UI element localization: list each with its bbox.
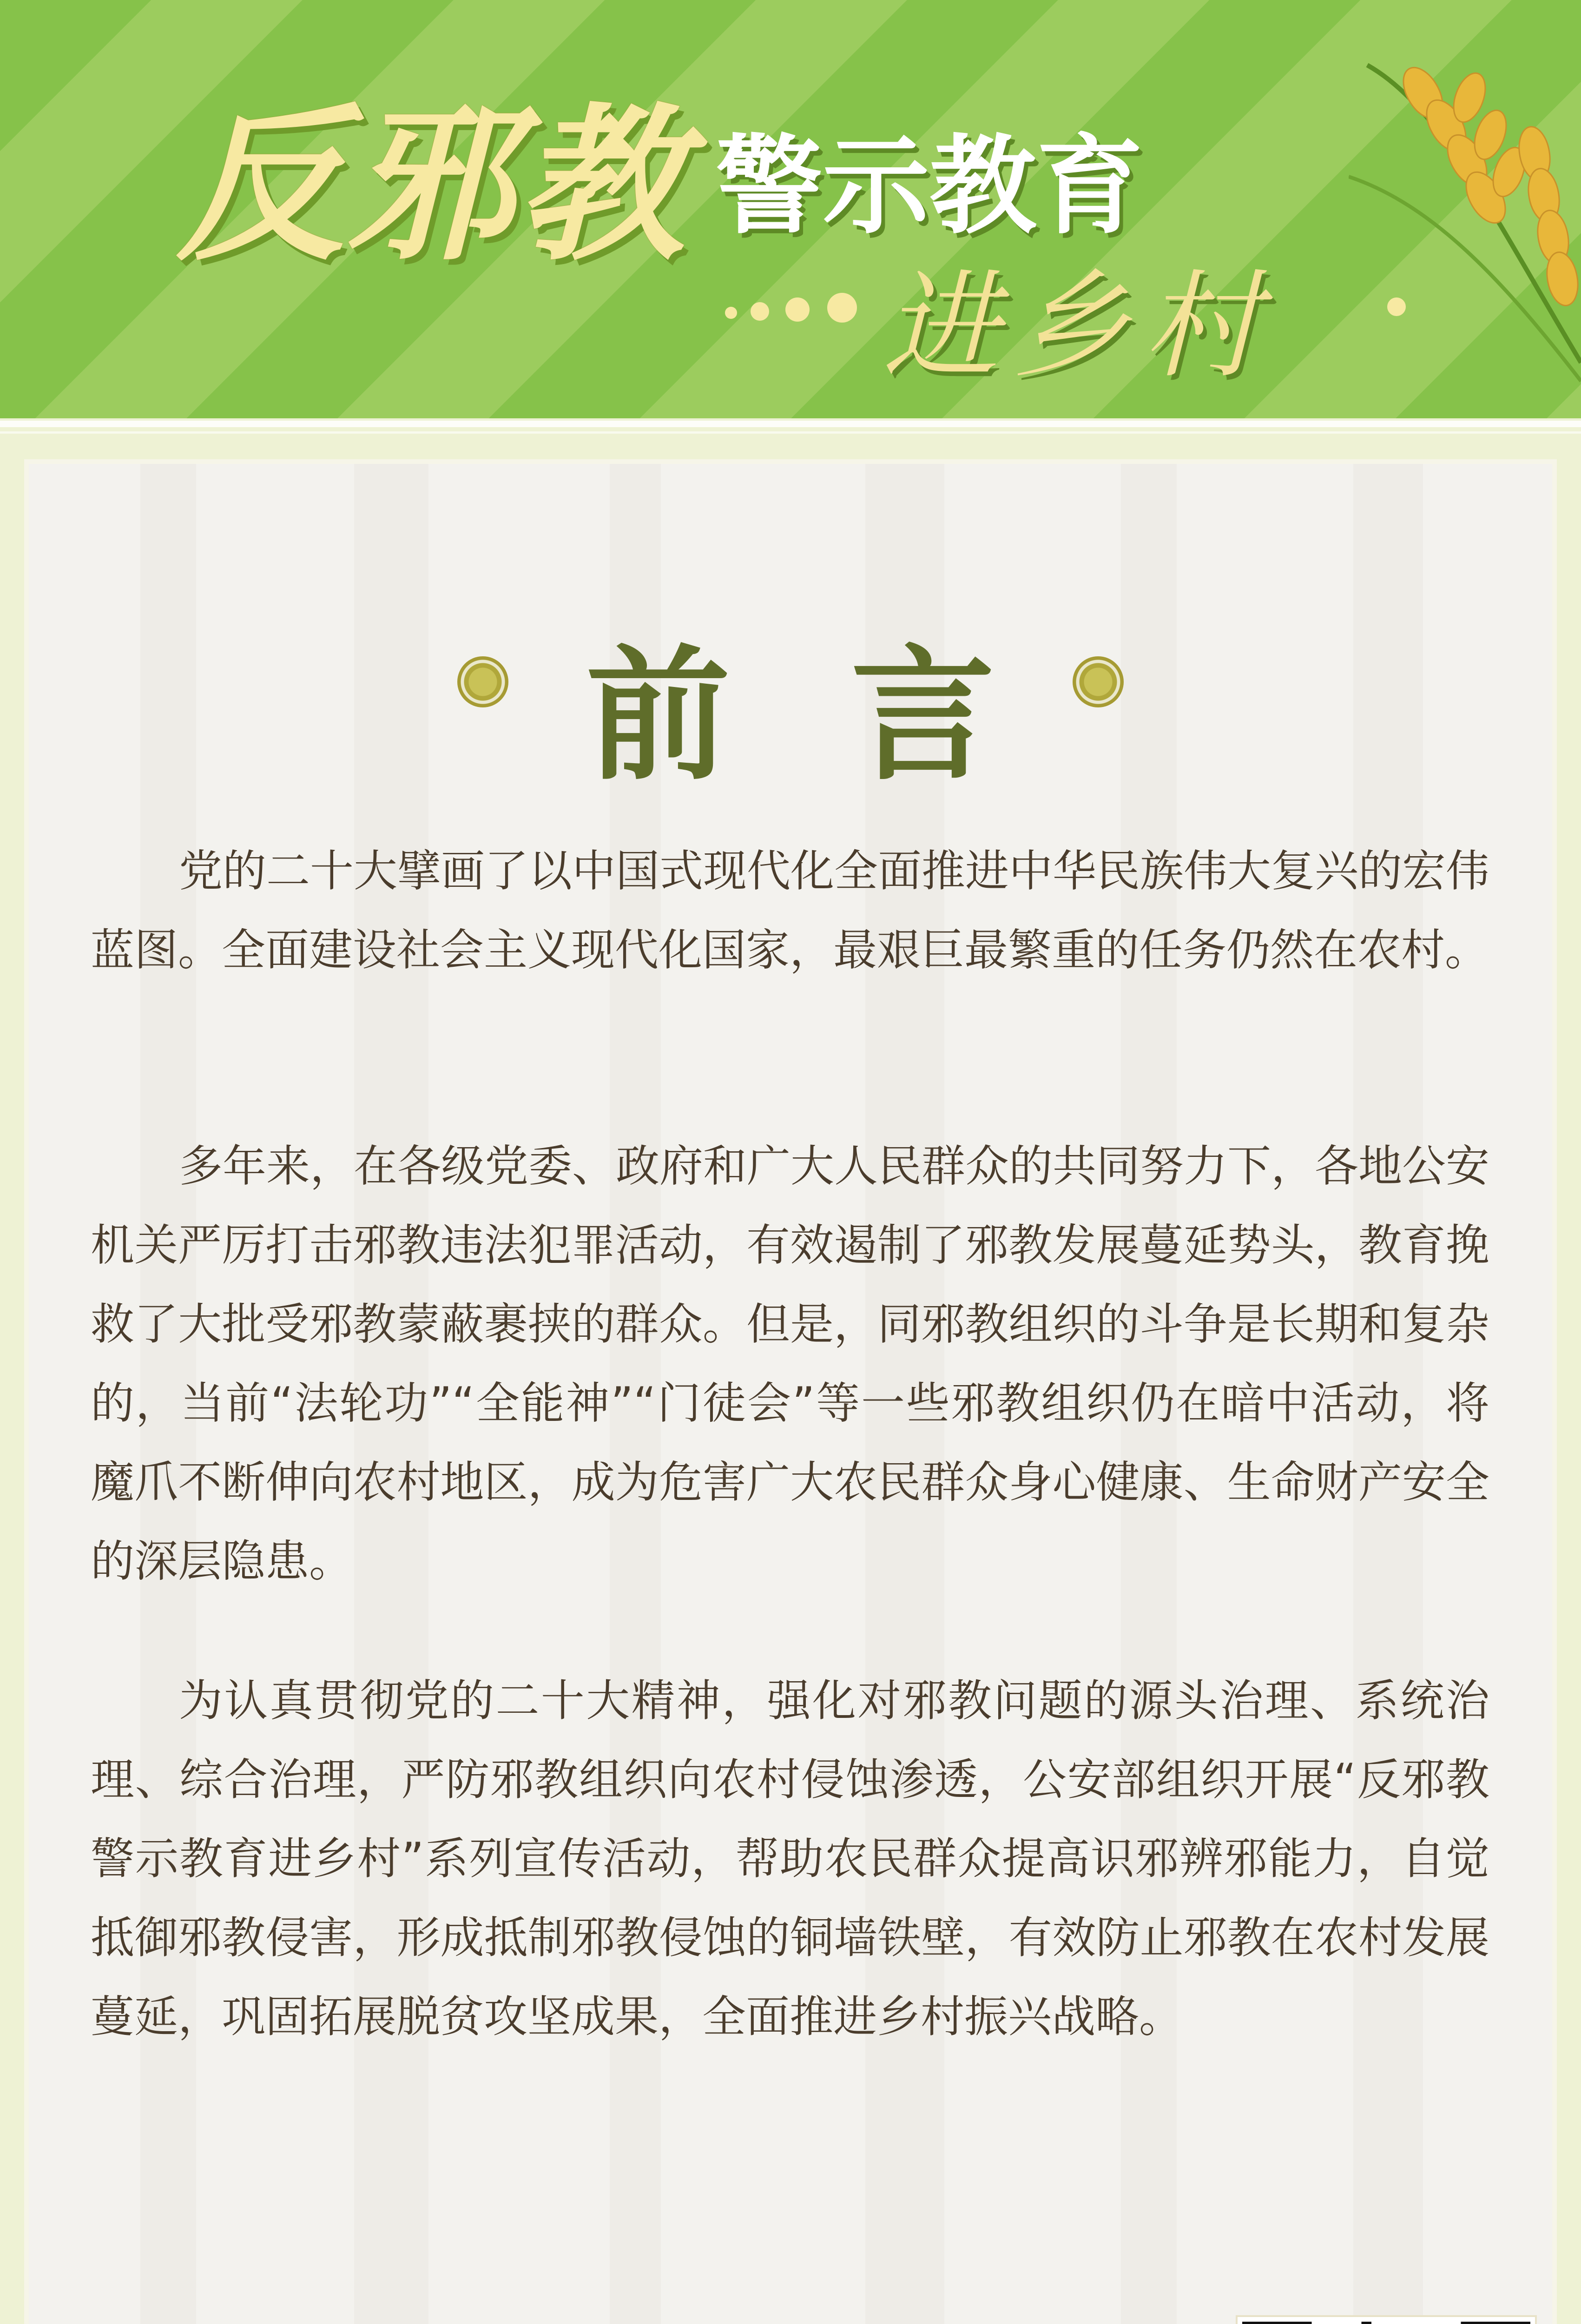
header-title-sub1: 警示教育 (716, 125, 1144, 249)
header-divider-thin (0, 431, 1581, 434)
header-title-sub2: 进乡村 (883, 258, 1273, 394)
section-title-wrap (0, 600, 1581, 807)
header-divider (0, 421, 1581, 427)
section-title: 前言 (586, 632, 1116, 800)
header-title-main: 反邪教 (177, 88, 687, 283)
qr-code-pattern (1242, 2322, 1530, 2324)
wheat-decoration (1349, 37, 1581, 390)
paragraph-1: 党的二十大擘画了以中国式现代化全面推进中华民族伟大复兴的宏伟蓝图。全面建设社会主义现代化国家，最艰巨最繁重的任务仍然在农村。 (91, 846, 1490, 976)
qr-code[interactable] (1238, 2317, 1535, 2324)
paragraph-3: 为认真贯彻党的二十大精神，强化对邪教问题的源头治理、系统治理、综合治理，严防邪教组织向农村侵蚀渗透，公安部组织开展“反邪教警示教育进乡村”系列宣传活动，帮助农民群众提高识邪辨邪能力，自觉抵御邪教侵害，形成抵制邪教侵蚀的铜墙铁壁，有效防止邪教在农村发展蔓延，巩固拓展脱贫攻坚成果，全面推进乡村振兴战略。 (91, 1676, 1489, 2042)
paragraph-2: 多年来，在各级党委、政府和广大人民群众的共同努力下，各地公安机关严厉打击邪教违法犯罪活动，有效遏制了邪教发展蔓延势头，教育挽救了大批受邪教蒙蔽裹挟的群众。但是，同邪教组织的斗争是长期和复杂的，当前“法轮功”“全能神”“门徒会”等一些邪教组织仍在暗中活动，将魔爪不断伸向农村地区，成为危害广大农民群众身心健康、生命财产安全的深层隐患。 (91, 1141, 1490, 1587)
